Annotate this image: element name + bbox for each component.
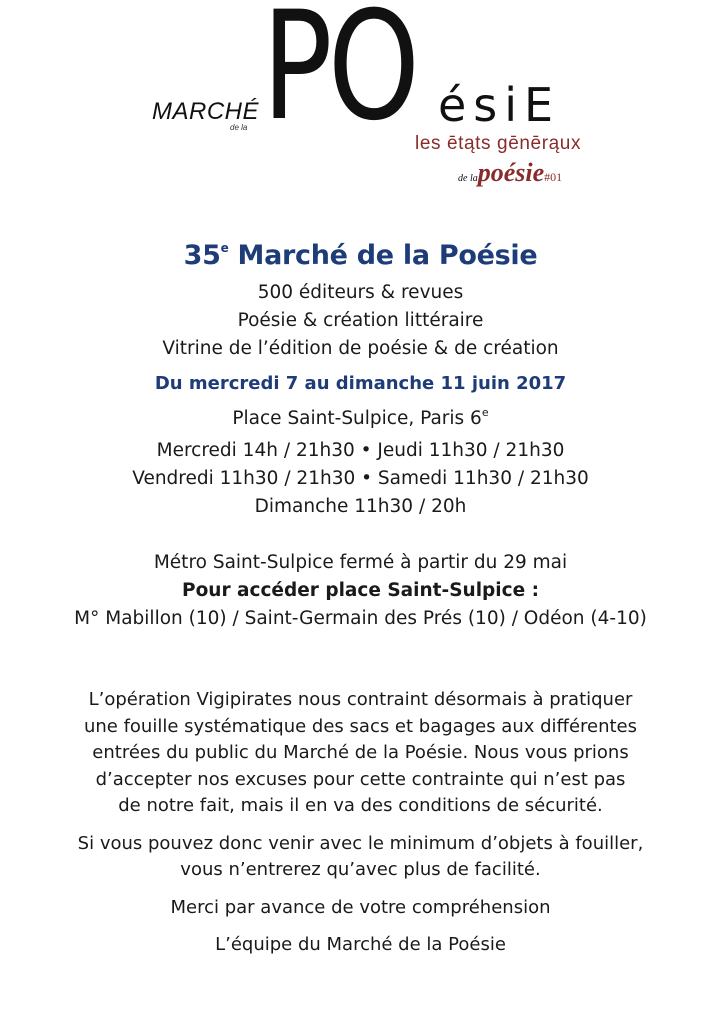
metro-stations: M° Mabillon (10) / Saint-Germain des Prés (10) / Odéon (4-10)	[74, 608, 647, 629]
event-dates: Du mercredi 7 au dimanche 11 juin 2017	[154, 373, 567, 394]
place-ordinal: e	[481, 406, 489, 419]
notice-line: de notre fait, mais il en va des conditions de sécurité.	[118, 795, 603, 816]
notice-line: Si vous pouvez donc venir avec le minimum d’objets à fouiller,	[77, 832, 644, 854]
page-title	[0, 240, 721, 271]
notice-line: vous n’entrerez qu’avec plus de facilité.	[180, 859, 541, 880]
logo-marche-text: MARCHÉ	[152, 98, 260, 125]
title-text: Marché de la Poésie	[228, 240, 538, 271]
logo-etats-generaux-text: les ētąts gēnērąux	[415, 133, 582, 154]
logo	[0, 0, 721, 220]
logo-po-text: PO	[262, 0, 416, 154]
title-number: 35	[183, 240, 221, 271]
info-line: 500 éditeurs & revues	[257, 282, 464, 303]
security-notice	[0, 687, 721, 959]
logo-sub-title	[458, 158, 562, 188]
main-content	[0, 240, 721, 959]
notice-line: entrées du public du Marché de la Poésie. Nous vous prions	[92, 742, 629, 763]
info-line: Poésie & création littéraire	[237, 310, 484, 331]
notice-line: une fouille systématique des sacs et bagages aux différentes	[83, 715, 638, 737]
logo-sub-poesie: poésie	[477, 158, 545, 187]
logo-esie-text: ésiE	[438, 78, 561, 132]
opening-hours	[0, 437, 721, 521]
hours-line: Mercredi 14h / 21h30 • Jeudi 11h30 / 21h30	[156, 440, 565, 461]
hours-line: Vendredi 11h30 / 21h30 • Samedi 11h30 / 21h30	[132, 468, 589, 489]
signature: L’équipe du Marché de la Poésie	[215, 934, 506, 955]
title-ordinal: e	[220, 241, 229, 255]
event-place	[0, 399, 721, 433]
logo-de-la-text: de la	[230, 123, 248, 132]
notice-line: d’accepter nos excuses pour cette contrainte qui n’est pas	[95, 768, 626, 790]
place-text: Place Saint-Sulpice, Paris 6	[232, 408, 482, 429]
thanks-line: Merci par avance de votre compréhension	[170, 896, 551, 918]
notice-line: L’opération Vigipirates nous contraint désormais à pratiquer	[88, 689, 633, 710]
logo-sub-de-la: de la	[458, 173, 478, 184]
metro-access-label: Pour accéder place Saint-Sulpice :	[182, 580, 539, 601]
logo-sub-number: #01	[544, 170, 563, 184]
info-line: Vitrine de l’édition de poésie & de création	[162, 338, 559, 359]
metro-closed-notice: Métro Saint-Sulpice fermé à partir du 29 mai	[153, 552, 568, 573]
hours-line: Dimanche 11h30 / 20h	[254, 496, 467, 517]
